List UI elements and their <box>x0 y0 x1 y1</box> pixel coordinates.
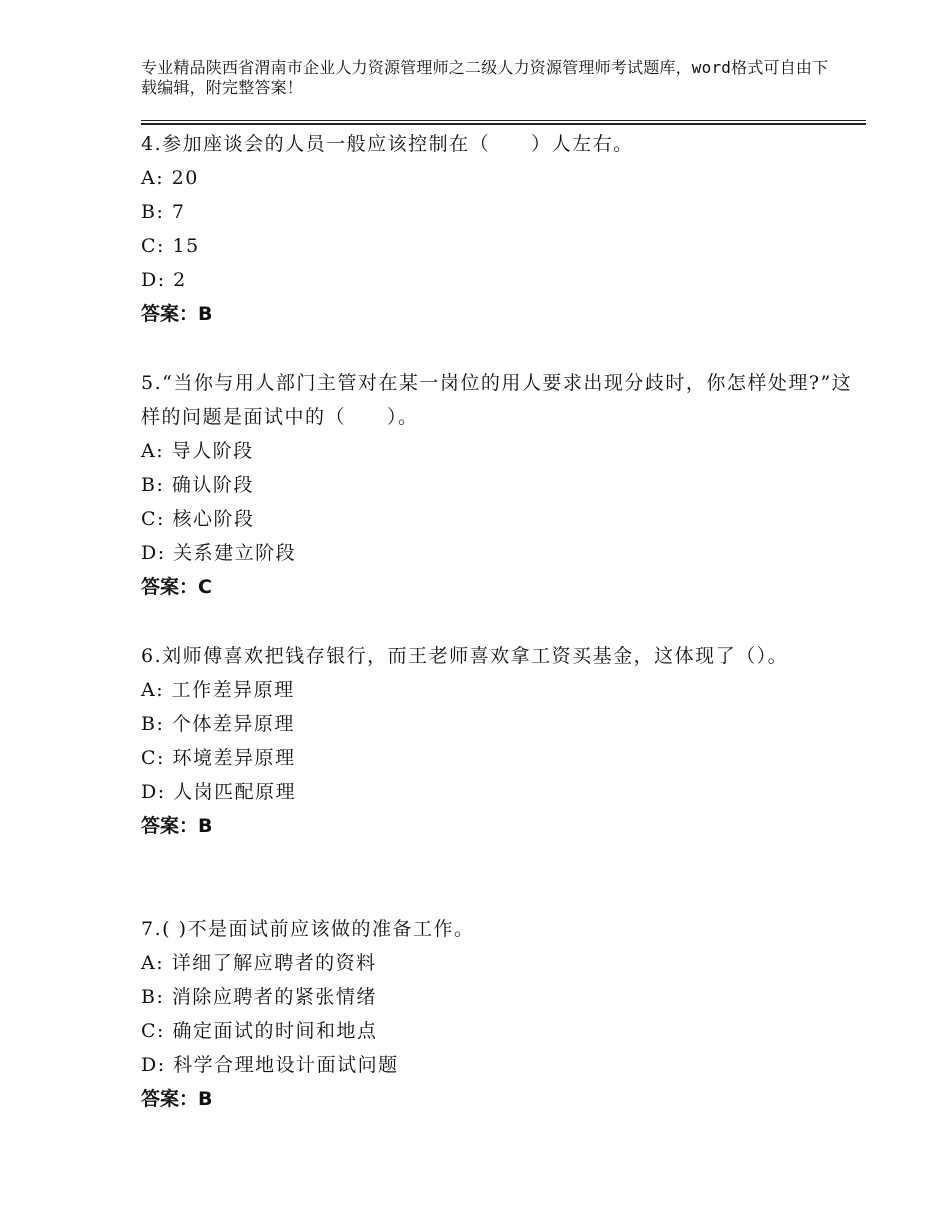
page-header: 专业精品陕西省渭南市企业人力资源管理师之二级人力资源管理师考试题库，word格式可自由下载编辑，附完整答案！ <box>141 58 829 97</box>
option-c: C: 环境差异原理 <box>141 747 296 769</box>
question-stem: 6.刘师傅喜欢把钱存银行，而王老师喜欢拿工资买基金，这体现了（）。 <box>141 645 789 667</box>
option-a: A: 详细了解应聘者的资料 <box>141 952 377 974</box>
option-b: B: 个体差异原理 <box>141 713 295 735</box>
header-divider-top <box>141 120 866 121</box>
question-6 <box>141 639 861 843</box>
option-d: D: 2 <box>141 269 187 291</box>
answer-label: 答案：B <box>141 303 213 325</box>
option-c: C: 确定面试的时间和地点 <box>141 1020 378 1042</box>
answer-label: 答案：B <box>141 1088 213 1110</box>
question-4 <box>141 127 861 331</box>
option-d: D: 人岗匹配原理 <box>141 781 297 803</box>
question-stem: 7.( )不是面试前应该做的准备工作。 <box>141 918 475 940</box>
question-5 <box>141 366 861 604</box>
question-stem: 5.“当你与用人部门主管对在某一岗位的用人要求出现分歧时，你怎样处理?”这样的问题是面试中的（ ）。 <box>141 372 853 428</box>
option-b: B: 确认阶段 <box>141 474 254 496</box>
option-a: A: 工作差异原理 <box>141 679 295 701</box>
option-d: D: 科学合理地设计面试问题 <box>141 1054 399 1076</box>
option-b: B: 7 <box>141 201 186 223</box>
option-d: D: 关系建立阶段 <box>141 542 297 564</box>
option-c: C: 15 <box>141 235 200 257</box>
question-stem: 4.参加座谈会的人员一般应该控制在（ ）人左右。 <box>141 133 634 155</box>
question-7 <box>141 912 861 1116</box>
option-a: A: 导人阶段 <box>141 440 254 462</box>
header-divider-bottom <box>141 123 866 125</box>
option-b: B: 消除应聘者的紧张情绪 <box>141 986 377 1008</box>
option-c: C: 核心阶段 <box>141 508 255 530</box>
answer-label: 答案：B <box>141 815 213 837</box>
answer-label: 答案：C <box>141 576 212 598</box>
option-a: A: 20 <box>141 167 199 189</box>
